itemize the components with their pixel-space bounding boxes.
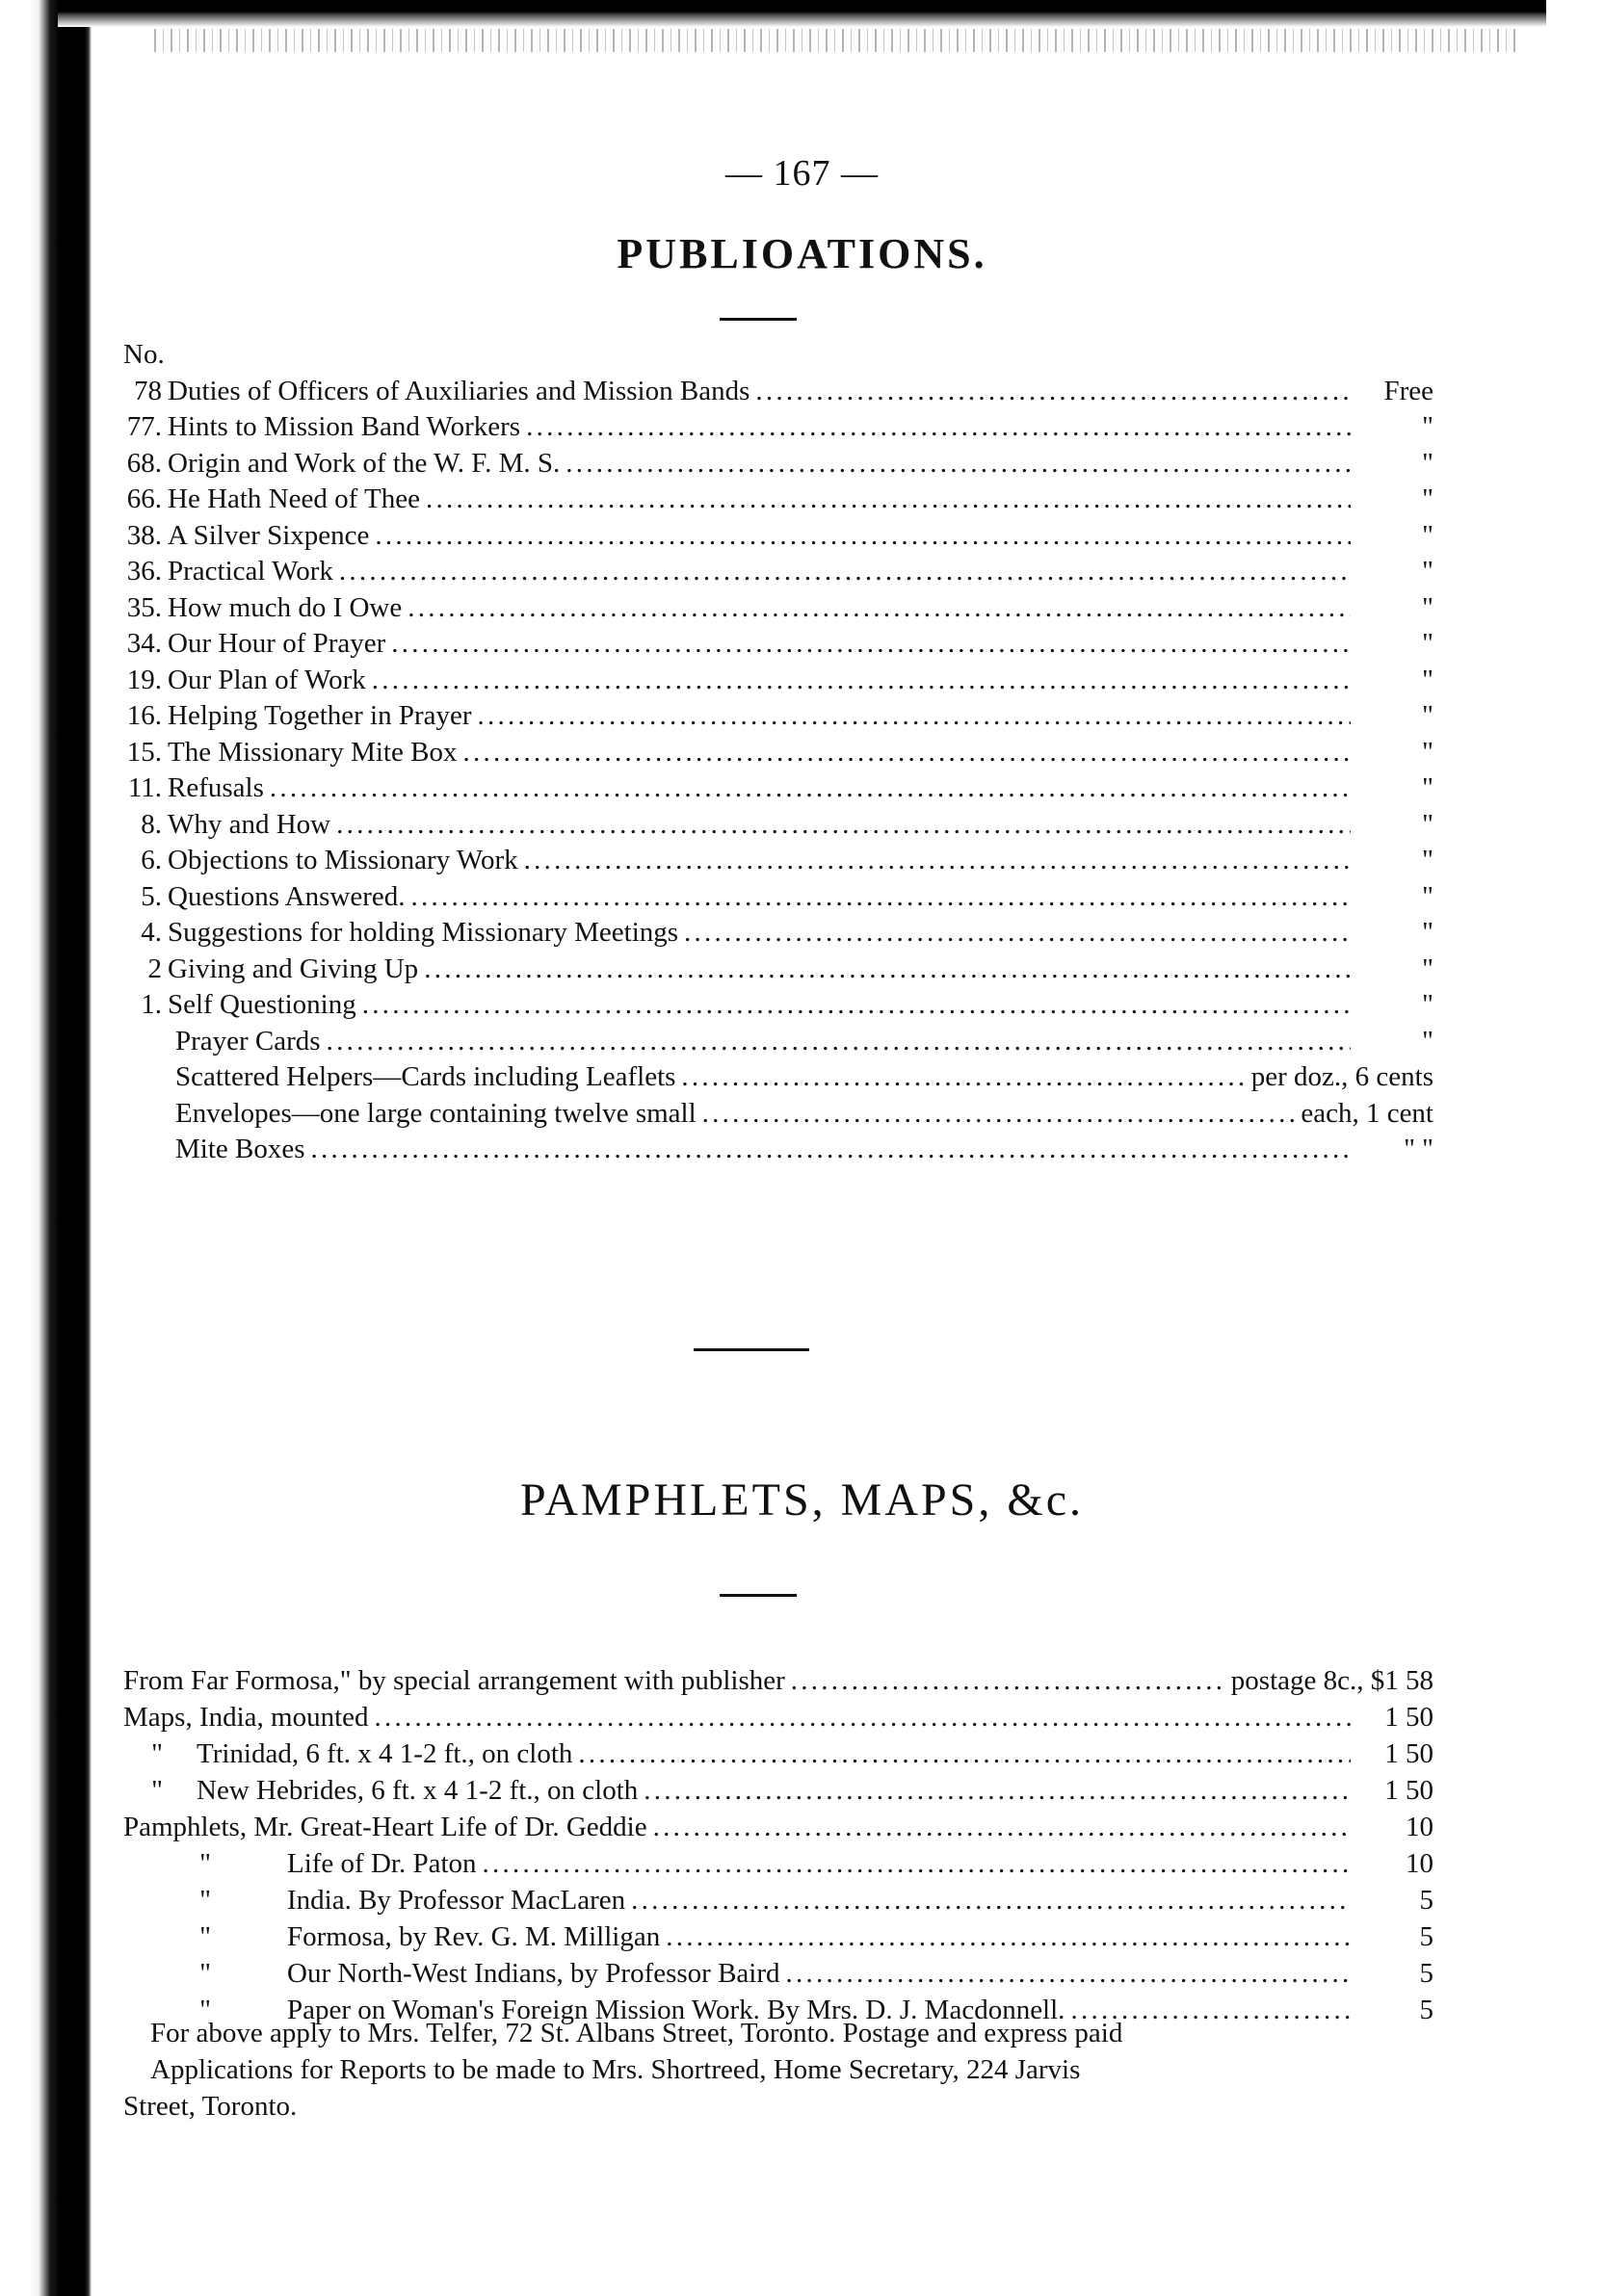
ditto-mark: " (199, 1958, 211, 1989)
publication-price: " (1422, 483, 1433, 514)
pamphlet-row (123, 1955, 1433, 1992)
publication-row (114, 663, 1433, 699)
pamphlet-row (123, 1882, 1433, 1918)
dot-leader (327, 1024, 1351, 1060)
publication-number: 11. (127, 772, 162, 803)
dot-leader (391, 626, 1351, 663)
dot-leader (478, 698, 1351, 735)
pamphlet-price: 10 (1406, 1812, 1433, 1842)
publication-row (114, 626, 1433, 663)
footer-line-3: Street, Toronto. (123, 2091, 298, 2122)
publication-title: Hints to Mission Band Workers (168, 411, 521, 442)
publication-number: 77. (126, 411, 162, 442)
dot-leader (483, 1845, 1351, 1882)
publications-heading: PUBLIOATIONS. (617, 230, 987, 277)
publication-title: How much do I Owe (168, 591, 403, 623)
publication-price: each, 1 cent (1301, 1097, 1433, 1129)
publication-title: Why and How (168, 808, 331, 840)
publication-price: " (1422, 591, 1433, 623)
publication-number: 38. (126, 519, 162, 551)
pamphlet-price: 5 (1419, 1921, 1433, 1952)
dot-leader (339, 554, 1351, 590)
dot-leader (791, 1662, 1225, 1699)
footer-note (123, 2015, 1438, 2125)
ditto-mark: " (199, 1885, 211, 1916)
dot-leader (578, 1735, 1351, 1772)
section-divider (694, 1348, 809, 1351)
pamphlet-row (123, 1809, 1433, 1845)
publication-row (114, 879, 1433, 916)
publication-price: Free (1383, 375, 1433, 406)
publication-price: " (1422, 736, 1433, 768)
footer-line-1: For above apply to Mrs. Telfer, 72 St. Albans Street, Toronto. Postage and express paid (150, 2018, 1123, 2048)
publication-price: " (1422, 952, 1433, 984)
dot-leader (666, 1918, 1351, 1955)
dot-leader (362, 987, 1351, 1024)
publication-row (114, 374, 1433, 410)
dot-leader (375, 518, 1351, 555)
publication-price: " (1422, 447, 1433, 479)
footer-line-2: Applications for Reports to be made to Mrs. Shortreed, Home Secretary, 224 Jarvis (150, 2054, 1081, 2085)
ditto-mark: " (199, 1921, 211, 1952)
publication-price: per doz., 6 cents (1250, 1061, 1433, 1092)
dot-leader (375, 1699, 1351, 1735)
dot-leader (684, 915, 1351, 952)
publication-price: " (1422, 700, 1433, 731)
dot-leader (565, 446, 1351, 483)
publication-price: " (1422, 411, 1433, 442)
top-edge-noise (154, 29, 1522, 52)
publication-price: " (1422, 519, 1433, 551)
publication-title: Suggestions for holding Missionary Meetings (168, 917, 679, 948)
dot-leader (755, 374, 1351, 410)
publication-title: Duties of Officers of Auxiliaries and Mission Bands (168, 375, 750, 406)
publication-row (114, 1024, 1433, 1060)
publication-price: " (1422, 664, 1433, 695)
publication-number: 1. (141, 989, 162, 1020)
dot-leader (524, 843, 1351, 879)
publication-title: Refusals (168, 772, 264, 803)
publication-row (114, 987, 1433, 1024)
publication-number: 16. (126, 700, 162, 731)
dot-leader (462, 735, 1351, 771)
ditto-mark: " (199, 1848, 211, 1879)
publication-number: 34. (126, 628, 162, 659)
dot-leader (681, 1059, 1245, 1096)
publication-title: Envelopes—one large containing twelve small (175, 1097, 697, 1129)
pamphlet-title: Formosa, by Rev. G. M. Milligan (287, 1921, 661, 1952)
pamphlet-row (123, 1735, 1433, 1772)
pamphlet-row (123, 1699, 1433, 1735)
ditto-mark: " (151, 1775, 163, 1806)
publication-number: 2 (147, 952, 162, 984)
publication-row (114, 554, 1433, 590)
top-edge-shadow (58, 0, 1546, 27)
pamphlet-title: Maps, India, mounted (123, 1702, 369, 1733)
publication-price: " (1422, 1025, 1433, 1057)
publication-title: Objections to Missionary Work (168, 845, 518, 875)
pamphlet-price: postage 8c., $1 58 (1230, 1665, 1433, 1696)
dot-leader (410, 879, 1351, 916)
publication-number: 66. (126, 483, 162, 514)
pamphlet-price: 5 (1419, 1958, 1433, 1989)
publication-row (114, 1059, 1433, 1096)
pamphlet-price: 5 (1419, 1995, 1433, 2025)
publication-price: " " (1404, 1134, 1433, 1164)
pamphlet-row (123, 1662, 1433, 1699)
publication-row (114, 409, 1433, 446)
publication-number: 4. (141, 917, 162, 948)
publication-number: 78 (134, 375, 162, 406)
publication-row (114, 952, 1433, 988)
dot-leader (653, 1809, 1351, 1845)
publication-row (114, 446, 1433, 483)
pamphlet-title: Pamphlets, Mr. Great-Heart Life of Dr. Geddie (123, 1812, 647, 1842)
dot-leader (631, 1882, 1351, 1918)
publication-title: Our Plan of Work (168, 664, 366, 695)
pamphlet-price: 1 50 (1384, 1738, 1433, 1769)
publication-title: Mite Boxes (175, 1134, 305, 1164)
publication-row (114, 590, 1433, 627)
publication-title: Prayer Cards (175, 1025, 321, 1057)
dot-leader (424, 952, 1351, 988)
publication-row (114, 807, 1433, 844)
publications-list (114, 337, 1433, 1168)
publication-row (114, 915, 1433, 952)
heading-rule-2 (720, 1594, 797, 1597)
publication-price: " (1422, 880, 1433, 912)
publication-number: 36. (126, 556, 162, 587)
publication-number: 6. (141, 845, 162, 875)
pamphlet-title: New Hebrides, 6 ft. x 4 1-2 ft., on cloth (197, 1775, 639, 1806)
publication-title: He Hath Need of Thee (168, 483, 420, 514)
dot-leader (372, 663, 1351, 699)
heading-rule (720, 318, 797, 321)
publication-row (114, 518, 1433, 555)
pamphlet-price: 1 50 (1384, 1775, 1433, 1806)
pamphlet-title: Paper on Woman's Foreign Mission Work. By Mrs. D. J. Macdonnell. (287, 1995, 1065, 2025)
publication-title: A Silver Sixpence (168, 519, 370, 551)
pamphlets-heading: PAMPHLETS, MAPS, &c. (519, 1474, 1085, 1526)
publication-price: " (1422, 845, 1433, 875)
publication-title: Practical Work (168, 556, 333, 587)
book-spine-shadow (0, 0, 92, 2296)
publication-price: " (1422, 772, 1433, 803)
dot-leader (270, 770, 1351, 807)
publication-number: 8. (141, 808, 162, 840)
pamphlet-price: 5 (1419, 1885, 1433, 1916)
pamphlet-row (123, 1772, 1433, 1809)
publication-title: Giving and Giving Up (168, 952, 419, 984)
dot-leader (336, 807, 1351, 844)
publication-number: 35. (126, 591, 162, 623)
dot-leader (786, 1955, 1351, 1992)
pamphlet-row (123, 1918, 1433, 1955)
publication-title: The Missionary Mite Box (168, 736, 458, 768)
publication-title: Scattered Helpers—Cards including Leaflets (175, 1061, 676, 1092)
dot-leader (426, 482, 1351, 518)
pamphlet-row (123, 1845, 1433, 1882)
publication-number: 5. (141, 880, 162, 912)
pamphlets-list (123, 1662, 1433, 2028)
pamphlet-title: India. By Professor MacLaren (287, 1885, 626, 1916)
column-header-no: No. (123, 339, 165, 370)
pamphlet-price: 1 50 (1384, 1702, 1433, 1733)
publication-number: 15. (126, 736, 162, 768)
dot-leader (702, 1096, 1296, 1133)
pamphlet-title: From Far Formosa," by special arrangement with publisher (123, 1665, 785, 1696)
publication-title: Self Questioning (168, 989, 356, 1020)
pamphlet-title: Our North-West Indians, by Professor Baird (287, 1958, 780, 1989)
publication-number: 68. (126, 447, 162, 479)
dot-leader (311, 1132, 1351, 1168)
publication-row (114, 843, 1433, 879)
publication-row (114, 735, 1433, 771)
publication-number: 19. (126, 664, 162, 695)
pamphlet-title: Life of Dr. Paton (287, 1848, 477, 1879)
ditto-mark: " (199, 1995, 211, 2025)
publication-price: " (1422, 989, 1433, 1020)
pamphlet-title: Trinidad, 6 ft. x 4 1-2 ft., on cloth (197, 1738, 573, 1769)
publication-row (114, 1096, 1433, 1133)
dot-leader (408, 590, 1351, 627)
page-number: — 167 — (725, 153, 879, 194)
publication-price: " (1422, 556, 1433, 587)
ditto-mark: " (151, 1738, 163, 1769)
publication-price: " (1422, 808, 1433, 840)
publication-title: Helping Together in Prayer (168, 700, 472, 731)
publication-price: " (1422, 628, 1433, 659)
pamphlet-price: 10 (1406, 1848, 1433, 1879)
publication-row (114, 698, 1433, 735)
dot-leader (644, 1772, 1351, 1809)
publication-row (114, 482, 1433, 518)
publication-title: Questions Answered. (168, 880, 406, 912)
publication-title: Our Hour of Prayer (168, 628, 386, 659)
dot-leader (526, 409, 1351, 446)
publication-price: " (1422, 917, 1433, 948)
publication-row (114, 770, 1433, 807)
publication-title: Origin and Work of the W. F. M. S. (168, 447, 561, 479)
publication-row (114, 1132, 1433, 1168)
column-header (114, 337, 1433, 374)
